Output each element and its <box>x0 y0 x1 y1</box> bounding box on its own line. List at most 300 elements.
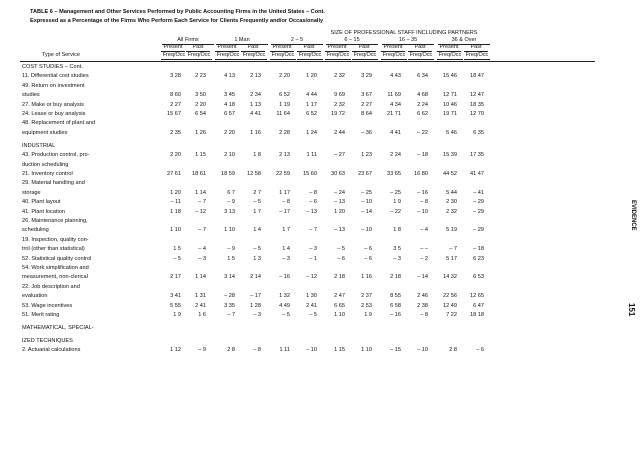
table-cell: 9 69 <box>334 92 345 99</box>
table-cell: 12 70 <box>470 111 484 117</box>
table-cell: – 29 <box>473 227 484 234</box>
table-cell: 3 50 <box>195 92 206 99</box>
table-row <box>0 264 640 273</box>
row-label: IZED TECHNIQUES <box>22 338 73 344</box>
table-row <box>0 217 640 226</box>
table-cell: – 29 <box>473 208 484 215</box>
table-cell: – 7 <box>449 246 457 253</box>
table-cell: 2 32 <box>334 101 345 108</box>
table-row <box>0 151 640 160</box>
table-cell: 10 46 <box>443 101 457 108</box>
table-cell: 15 60 <box>303 171 317 177</box>
table-cell: 1 4 <box>253 227 261 234</box>
table-row <box>0 91 640 100</box>
table-row <box>0 283 640 292</box>
table-cell: 2 37 <box>361 293 372 300</box>
table-cell: – 41 <box>473 189 484 196</box>
table-cell: 44 52 <box>443 171 457 177</box>
table-row <box>0 226 640 235</box>
table-cell: – 22 <box>417 129 428 136</box>
table-cell: – 7 <box>309 227 317 234</box>
table-cell: – 25 <box>390 189 401 196</box>
table-cell: 14 32 <box>443 274 457 281</box>
table-cell: – 17 <box>279 208 290 215</box>
table-cell: 6 65 <box>334 302 345 309</box>
header-super: SIZE OF PROFESSIONAL STAFF INCLUDING PARTNERS <box>330 30 478 36</box>
table-cell: 1 16 <box>361 274 372 281</box>
freq-occ-header: Freq/Occ <box>409 52 433 58</box>
freq-occ-header: Freq/Occ <box>326 52 350 58</box>
table-cell: 2 41 <box>195 302 206 309</box>
group-header: 36 & Over <box>438 37 490 45</box>
table-cell: 18 59 <box>221 171 235 177</box>
table-cell: 8 64 <box>361 111 372 117</box>
table-cell: 1 9 <box>173 312 181 318</box>
table-cell: 4 13 <box>224 73 235 80</box>
table-cell: – 13 <box>306 208 317 215</box>
row-label: 22. Job description and <box>22 283 80 290</box>
table-cell: 4 49 <box>279 302 290 309</box>
table-cell: 1 3 <box>253 255 261 262</box>
table-row <box>0 72 640 81</box>
table-cell: – 16 <box>390 312 401 318</box>
table-row <box>0 236 640 245</box>
table-cell: 2 23 <box>195 73 206 80</box>
table-cell: 5 46 <box>446 129 457 136</box>
table-cell: 6 34 <box>417 73 428 80</box>
table-cell: 2 28 <box>279 129 290 136</box>
table-cell: – 16 <box>279 274 290 281</box>
present-header: Present <box>215 44 239 52</box>
past-header: Past <box>464 44 488 52</box>
table-cell: 2 44 <box>334 129 345 136</box>
group-header: 1 Man <box>216 37 268 45</box>
table-cell: 1 15 <box>195 152 206 159</box>
table-cell: – 2 <box>420 255 428 262</box>
table-cell: 1 8 <box>393 227 401 234</box>
table-cell: 11 64 <box>276 111 290 117</box>
table-cell: 4 18 <box>224 101 235 108</box>
table-cell: 1 26 <box>195 129 206 136</box>
table-cell: 2 27 <box>170 101 181 108</box>
table-cell: 2 18 <box>334 274 345 281</box>
table-row <box>0 101 640 110</box>
table-cell: 2 13 <box>279 152 290 159</box>
table-cell: – 10 <box>306 347 317 354</box>
table-cell: – 6 <box>309 199 317 206</box>
table-row <box>0 337 640 346</box>
table-cell: 1 8 <box>253 152 261 159</box>
freq-occ-header: Freq/Occ <box>465 52 489 58</box>
table-cell: – 6 <box>476 347 484 354</box>
row-label: 27. Make or buy analysis <box>22 101 84 108</box>
table-cell: – 9 <box>227 246 235 253</box>
table-cell: – 10 <box>417 208 428 215</box>
table-cell: 2 38 <box>417 302 428 309</box>
table-cell: 2 20 <box>195 101 206 108</box>
table-row <box>0 346 640 355</box>
table-cell: – 36 <box>361 129 372 136</box>
table-cell: 1 5 <box>227 255 235 262</box>
table-cell: 17 35 <box>470 152 484 159</box>
group-header: All Firms <box>162 37 214 45</box>
table-cell: 16 80 <box>414 171 428 177</box>
row-label: 11. Differential cost studies <box>22 73 89 80</box>
table-cell: 1 5 <box>173 246 181 253</box>
table-cell: 1 13 <box>250 101 261 108</box>
table-cell: 3 45 <box>224 92 235 99</box>
table-cell: 3 28 <box>170 73 181 80</box>
table-cell: 12 49 <box>443 302 457 309</box>
table-cell: 1 4 <box>282 246 290 253</box>
table-cell: 4 43 <box>390 73 401 80</box>
table-cell: – 14 <box>417 274 428 281</box>
table-cell: – 13 <box>334 227 345 234</box>
table-cell: 1 14 <box>195 274 206 281</box>
table-cell: 8 60 <box>170 92 181 99</box>
table-cell: – 25 <box>361 189 372 196</box>
table-cell: 1 32 <box>279 293 290 300</box>
table-cell: – 5 <box>337 246 345 253</box>
row-label: COST STUDIES – Cont. <box>22 64 83 70</box>
table-cell: 1 16 <box>250 129 261 136</box>
row-label: 54. Work simplification and <box>22 265 89 271</box>
table-cell: 1 15 <box>334 347 345 354</box>
table-cell: – – <box>420 246 428 253</box>
table-cell: – 8 <box>420 199 428 206</box>
table-cell: 1 11 <box>306 152 317 159</box>
table-cell: 1 24 <box>306 129 317 136</box>
table-cell: – 17 <box>250 293 261 300</box>
table-cell: 15 46 <box>443 73 457 80</box>
row-label: storage <box>22 189 41 196</box>
table-cell: 2 27 <box>361 101 372 108</box>
table-cell: 2 24 <box>417 101 428 108</box>
table-row <box>0 142 640 151</box>
table-cell: 33 65 <box>387 171 401 177</box>
table-cell: 4 41 <box>390 129 401 136</box>
table-cell: 2 18 <box>390 274 401 281</box>
table-cell: 1 20 <box>306 73 317 80</box>
freq-occ-header: Freq/Occ <box>271 52 295 58</box>
table-row <box>0 324 640 333</box>
group-header: 2 – 5 <box>271 37 323 45</box>
table-cell: 15 39 <box>443 152 457 159</box>
row-label: 26. Maintenance planning, <box>22 218 88 224</box>
table-cell: 1 14 <box>195 189 206 196</box>
table-cell: 30 63 <box>331 171 345 177</box>
table-cell: 6 47 <box>473 302 484 309</box>
table-cell: – 10 <box>417 347 428 354</box>
table-cell: 2 14 <box>250 274 261 281</box>
table-cell: 1 18 <box>170 208 181 215</box>
table-row <box>0 170 640 179</box>
table-cell: 4 34 <box>390 101 401 108</box>
table-cell: – 11 <box>170 199 181 206</box>
table-cell: 2 8 <box>227 347 235 354</box>
freq-occ-header: Freq/Occ <box>382 52 406 58</box>
table-cell: 2 34 <box>250 92 261 99</box>
table-cell: 1 11 <box>279 347 290 354</box>
table-cell: – 28 <box>224 293 235 300</box>
table-cell: 18 61 <box>192 171 206 177</box>
table-cell: 2 8 <box>449 347 457 354</box>
table-cell: 5 19 <box>446 227 457 234</box>
row-label: 52. Statistical quality control <box>22 255 92 262</box>
table-cell: 1 20 <box>334 208 345 215</box>
present-header: Present <box>437 44 461 52</box>
past-header: Past <box>297 44 321 52</box>
row-label: scheduling <box>22 227 49 234</box>
table-cell: 1 20 <box>170 189 181 196</box>
table-cell: 2 32 <box>334 73 345 80</box>
row-label: 53. Wage incentives <box>22 302 73 309</box>
table-cell: – 7 <box>198 227 206 234</box>
table-cell: – 6 <box>337 255 345 262</box>
page-number: 151 <box>627 303 636 317</box>
table-cell: 18 18 <box>470 312 484 318</box>
table-cell: 2 24 <box>390 152 401 159</box>
table-cell: – 10 <box>361 199 372 206</box>
table-cell: 2 20 <box>279 73 290 80</box>
table-cell: – 6 <box>364 246 372 253</box>
table-cell: – 24 <box>334 189 345 196</box>
row-label: equipment studies <box>22 129 68 136</box>
table-cell: 6 52 <box>306 111 317 117</box>
table-cell: – 14 <box>361 208 372 215</box>
table-row <box>0 179 640 188</box>
table-cell: – 16 <box>417 189 428 196</box>
row-label: 2. Actuarial calculations <box>22 347 81 354</box>
table-cell: 6 7 <box>227 189 235 196</box>
table-cell: 1 10 <box>361 347 372 354</box>
table-row <box>0 292 640 301</box>
table-cell: 22 56 <box>443 293 457 300</box>
table-cell: – 5 <box>282 312 290 318</box>
table-cell: 6 57 <box>224 111 235 117</box>
freq-occ-header: Freq/Occ <box>162 52 186 58</box>
table-cell: 2 30 <box>446 199 457 206</box>
table-cell: 2 53 <box>361 302 372 309</box>
table-cell: – 18 <box>473 246 484 253</box>
table-row <box>0 110 640 119</box>
table-cell: – 8 <box>253 347 261 354</box>
table-cell: – 22 <box>390 208 401 215</box>
table-cell: 6 52 <box>279 92 290 99</box>
present-header: Present <box>270 44 294 52</box>
table-cell: 12 71 <box>443 92 457 99</box>
table-cell: 6 35 <box>473 129 484 136</box>
table-cell: 2 20 <box>224 129 235 136</box>
table-cell: 12 47 <box>470 92 484 99</box>
table-cell: 4 68 <box>417 92 428 99</box>
table-cell: 3 67 <box>361 92 372 99</box>
table-cell: 23 67 <box>358 171 372 177</box>
table-cell: 6 58 <box>390 302 401 309</box>
table-cell: – 27 <box>334 152 345 159</box>
table-cell: 27 61 <box>167 171 181 177</box>
row-label: INDUSTRIAL <box>22 142 56 149</box>
table-cell: 3 29 <box>361 73 372 80</box>
table-cell: – 15 <box>390 347 401 354</box>
row-label: 48. Replacement of plant and <box>22 120 96 127</box>
row-label: studies <box>22 92 40 99</box>
header-type-of-service: Type of Service <box>42 52 80 58</box>
table-cell: 2 13 <box>250 73 261 80</box>
table-cell: 6 54 <box>195 111 206 117</box>
past-header: Past <box>408 44 432 52</box>
table-row <box>0 245 640 254</box>
table-cell: 1 31 <box>195 293 206 300</box>
group-header: 16 – 35 <box>382 37 434 45</box>
freq-occ-header: Freq/Occ <box>187 52 211 58</box>
table-cell: – 18 <box>417 152 428 159</box>
table-cell: 5 44 <box>446 189 457 196</box>
table-cell: – 8 <box>282 199 290 206</box>
table-cell: 11 69 <box>387 92 401 99</box>
row-label: 19. Inspection, quality con- <box>22 236 89 243</box>
table-cell: 2 32 <box>446 208 457 215</box>
table-cell: 1 10 <box>170 227 181 234</box>
table-cell: 2 17 <box>170 274 181 281</box>
table-cell: 1 23 <box>361 152 372 159</box>
table-cell: 1 7 <box>253 208 261 215</box>
table-cell: 4 41 <box>250 111 261 117</box>
table-cell: – 9 <box>198 347 206 354</box>
table-cell: – 5 <box>253 246 261 253</box>
table-row <box>0 119 640 128</box>
table-cell: 1 10 <box>224 227 235 234</box>
table-cell: 1 19 <box>279 101 290 108</box>
row-label: 29. Material handling and <box>22 180 85 187</box>
table-cell: 1 10 <box>334 312 345 318</box>
table-cell: 2 41 <box>306 302 317 309</box>
table-row <box>0 161 640 170</box>
table-row <box>0 63 640 72</box>
row-label: evaluation <box>22 293 48 300</box>
row-label: duction scheduling <box>22 161 69 168</box>
row-label: 43. Production control, pro- <box>22 152 90 159</box>
freq-occ-header: Freq/Occ <box>438 52 462 58</box>
table-cell: – 6 <box>364 255 372 262</box>
row-label: trol (other than statistical) <box>22 246 85 253</box>
table-cell: 12 58 <box>247 171 261 177</box>
table-row <box>0 129 640 138</box>
table-cell: 2 7 <box>253 189 261 196</box>
row-label: 49. Return on investment <box>22 82 85 89</box>
table-cell: 41 47 <box>470 171 484 177</box>
header-rule <box>20 61 595 62</box>
table-cell: 1 9 <box>393 199 401 206</box>
past-header: Past <box>352 44 376 52</box>
present-header: Present <box>161 44 185 52</box>
row-label: 21. Inventory control <box>22 171 73 177</box>
table-cell: – 3 <box>198 255 206 262</box>
table-cell: 4 44 <box>306 92 317 99</box>
table-cell: 3 13 <box>224 208 235 215</box>
table-cell: 21 71 <box>387 111 401 117</box>
table-cell: 19 71 <box>443 111 457 117</box>
table-cell: – 9 <box>227 199 235 206</box>
table-cell: – 8 <box>309 189 317 196</box>
table-cell: 2 20 <box>170 152 181 159</box>
table-cell: 2 47 <box>334 293 345 300</box>
table-cell: 15 67 <box>167 111 181 117</box>
table-cell: 1 12 <box>170 347 181 354</box>
row-label: 40. Plant layout <box>22 199 61 206</box>
row-label: 24. Lease or buy analysis <box>22 111 86 117</box>
table-row <box>0 302 640 311</box>
table-row <box>0 208 640 217</box>
past-header: Past <box>186 44 210 52</box>
table-cell: – 10 <box>361 227 372 234</box>
table-row <box>0 82 640 91</box>
table-cell: – 13 <box>334 199 345 206</box>
table-cell: 5 17 <box>446 255 457 262</box>
table-cell: 2 35 <box>170 129 181 136</box>
table-cell: 1 9 <box>364 312 372 318</box>
table-cell: – 5 <box>173 255 181 262</box>
table-cell: 1 17 <box>279 189 290 196</box>
table-cell: 1 28 <box>250 302 261 309</box>
table-cell: 3 5 <box>393 246 401 253</box>
table-cell: – 12 <box>195 208 206 215</box>
table-cell: 1 17 <box>306 101 317 108</box>
present-header: Present <box>381 44 405 52</box>
table-row <box>0 189 640 198</box>
table-cell: – 1 <box>309 255 317 262</box>
present-header: Present <box>325 44 349 52</box>
freq-occ-header: Freq/Occ <box>353 52 377 58</box>
table-row <box>0 273 640 282</box>
table-cell: 6 23 <box>473 255 484 262</box>
table-cell: – 12 <box>306 274 317 281</box>
row-label: measurement, non-clerical <box>22 274 88 281</box>
table-cell: 18 35 <box>470 101 484 108</box>
table-cell: 1 30 <box>306 293 317 300</box>
table-cell: 12 65 <box>470 293 484 300</box>
table-cell: 3 41 <box>170 293 181 300</box>
group-header: 6 – 15 <box>326 37 378 45</box>
table-row <box>0 311 640 320</box>
table-caption-title: TABLE 6 – Management and Other Services Performed by Public Accounting Firms in the United States – Cont. <box>30 9 325 15</box>
table-row <box>0 255 640 264</box>
past-header: Past <box>241 44 265 52</box>
table-cell: – 5 <box>253 199 261 206</box>
table-cell: – 7 <box>227 312 235 318</box>
table-cell: – 3 <box>253 312 261 318</box>
table-row <box>0 198 640 207</box>
table-cell: 3 35 <box>224 302 235 309</box>
table-cell: 8 55 <box>390 293 401 300</box>
table-cell: – 5 <box>309 312 317 318</box>
table-cell: – 4 <box>198 246 206 253</box>
table-cell: 5 55 <box>170 302 181 309</box>
table-cell: 1 6 <box>198 312 206 318</box>
table-cell: – 4 <box>420 227 428 234</box>
table-cell: 3 14 <box>224 274 235 281</box>
table-cell: 2 10 <box>224 152 235 159</box>
table-cell: – 3 <box>309 246 317 253</box>
table-cell: 1 7 <box>282 227 290 234</box>
table-cell: 19 72 <box>331 111 345 117</box>
row-label: 41. Plant location <box>22 208 65 215</box>
row-label: MATHEMATICAL, SPECIAL- <box>22 325 94 331</box>
table-cell: 6 53 <box>473 274 484 281</box>
running-head: EVIDENCE <box>630 200 636 231</box>
freq-occ-header: Freq/Occ <box>216 52 240 58</box>
table-cell: 7 22 <box>446 312 457 318</box>
